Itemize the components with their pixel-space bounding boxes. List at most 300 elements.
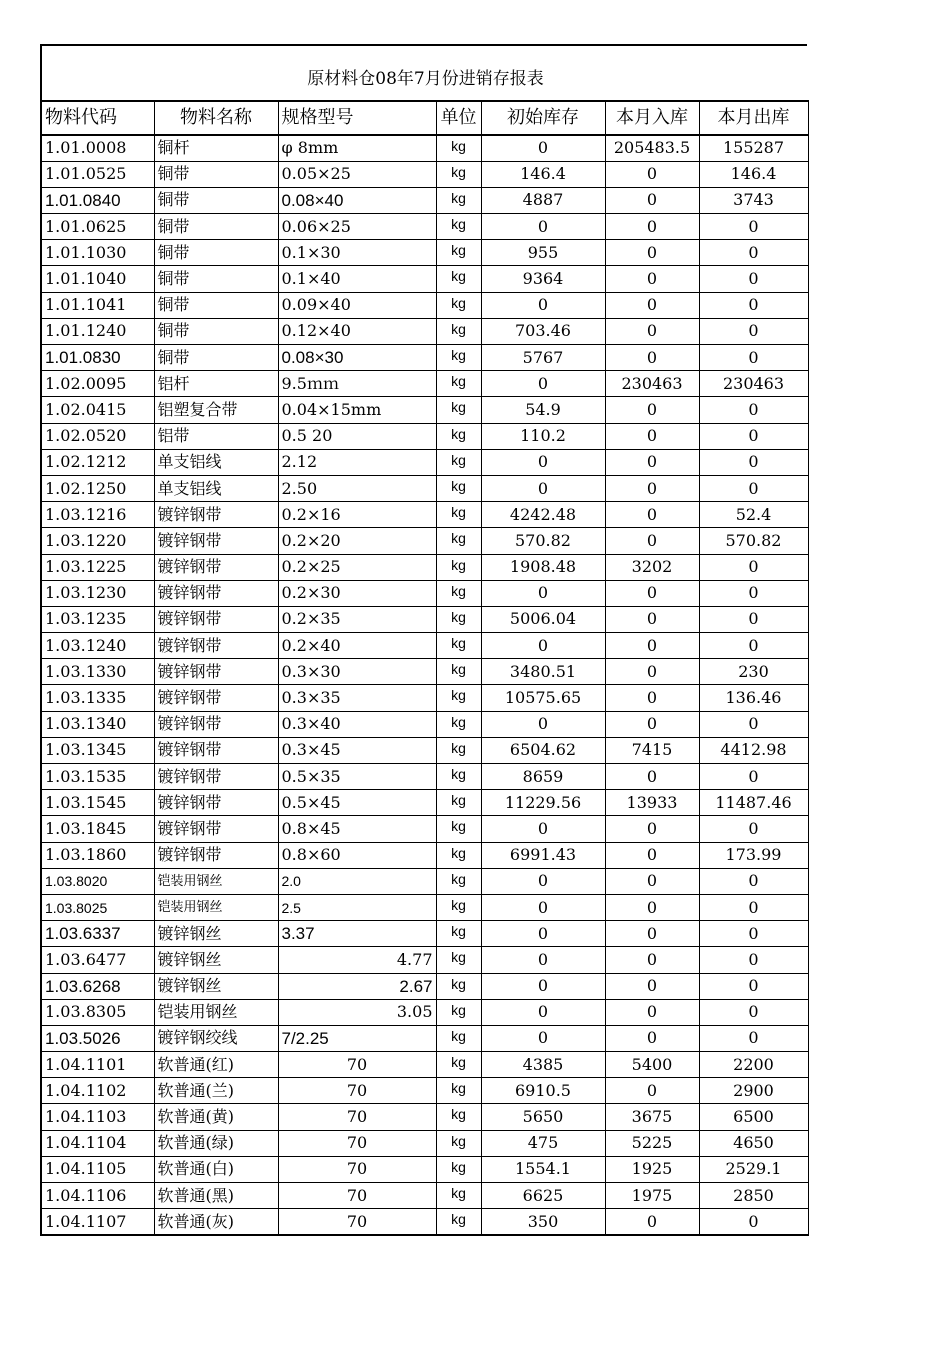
- cell-initial-stock: 11229.56: [481, 790, 605, 816]
- cell-month-out: 570.82: [699, 528, 808, 554]
- cell-unit: kg: [436, 685, 481, 711]
- cell-initial-stock: 0: [481, 371, 605, 397]
- cell-code: 1.02.0520: [41, 423, 154, 449]
- cell-initial-stock: 0: [481, 214, 605, 240]
- cell-initial-stock: 0: [481, 711, 605, 737]
- table-row: [41, 711, 808, 737]
- cell-unit: kg: [436, 1104, 481, 1130]
- cell-name: 软普通(白): [154, 1156, 278, 1182]
- cell-code: 1.01.0840: [41, 187, 154, 213]
- cell-month-in: 0: [605, 921, 699, 947]
- cell-name: 镀锌钢丝: [154, 921, 278, 947]
- cell-month-in: 0: [605, 764, 699, 790]
- cell-name: 镀锌钢带: [154, 580, 278, 606]
- cell-name: 单支铝线: [154, 449, 278, 475]
- header-code: 物料代码: [41, 101, 154, 135]
- table-row: [41, 423, 808, 449]
- cell-month-out: 0: [699, 973, 808, 999]
- cell-month-out: 0: [699, 580, 808, 606]
- cell-name: 铝杆: [154, 371, 278, 397]
- cell-code: 1.03.1335: [41, 685, 154, 711]
- table-row: [41, 737, 808, 763]
- cell-unit: kg: [436, 790, 481, 816]
- cell-initial-stock: 6991.43: [481, 842, 605, 868]
- table-row: [41, 1130, 808, 1156]
- cell-code: 1.03.5026: [41, 1025, 154, 1051]
- cell-code: 1.01.0830: [41, 345, 154, 371]
- cell-code: 1.01.1240: [41, 318, 154, 344]
- cell-name: 铜带: [154, 292, 278, 318]
- cell-spec: 0.2×25: [278, 554, 436, 580]
- cell-initial-stock: 0: [481, 868, 605, 894]
- cell-code: 1.03.1340: [41, 711, 154, 737]
- cell-month-out: 230463: [699, 371, 808, 397]
- cell-initial-stock: 9364: [481, 266, 605, 292]
- table-row: [41, 973, 808, 999]
- table-row: [41, 606, 808, 632]
- cell-unit: kg: [436, 1052, 481, 1078]
- cell-initial-stock: 4887: [481, 187, 605, 213]
- cell-month-in: 0: [605, 528, 699, 554]
- cell-month-out: 3743: [699, 187, 808, 213]
- title-row: [40, 44, 807, 100]
- cell-initial-stock: 955: [481, 240, 605, 266]
- cell-initial-stock: 1554.1: [481, 1156, 605, 1182]
- cell-initial-stock: 703.46: [481, 318, 605, 344]
- cell-unit: kg: [436, 554, 481, 580]
- cell-month-out: 0: [699, 475, 808, 501]
- cell-unit: kg: [436, 921, 481, 947]
- cell-name: 铜带: [154, 240, 278, 266]
- cell-unit: kg: [436, 1156, 481, 1182]
- table-row: [41, 1104, 808, 1130]
- cell-initial-stock: 54.9: [481, 397, 605, 423]
- table-row: [41, 397, 808, 423]
- cell-month-out: 0: [699, 606, 808, 632]
- cell-initial-stock: 0: [481, 816, 605, 842]
- table-row: [41, 1025, 808, 1051]
- cell-month-in: 0: [605, 868, 699, 894]
- cell-month-out: 0: [699, 868, 808, 894]
- header-out: 本月出库: [699, 101, 808, 135]
- cell-code: 1.03.1330: [41, 659, 154, 685]
- header-name: 物料名称: [154, 101, 278, 135]
- cell-unit: kg: [436, 345, 481, 371]
- table-row: [41, 1183, 808, 1209]
- cell-unit: kg: [436, 502, 481, 528]
- cell-name: 铝塑复合带: [154, 397, 278, 423]
- cell-month-out: 0: [699, 240, 808, 266]
- table-row: [41, 816, 808, 842]
- cell-initial-stock: 5767: [481, 345, 605, 371]
- table-row: [41, 868, 808, 894]
- cell-month-in: 0: [605, 475, 699, 501]
- cell-unit: kg: [436, 1209, 481, 1235]
- cell-month-out: 0: [699, 921, 808, 947]
- cell-spec: 0.3×45: [278, 737, 436, 763]
- cell-name: 镀锌钢丝: [154, 973, 278, 999]
- cell-code: 1.02.0095: [41, 371, 154, 397]
- cell-unit: kg: [436, 737, 481, 763]
- cell-month-out: 0: [699, 633, 808, 659]
- cell-code: 1.01.0525: [41, 161, 154, 187]
- cell-name: 镀锌钢带: [154, 554, 278, 580]
- cell-spec: 2.0: [278, 868, 436, 894]
- cell-month-out: 0: [699, 999, 808, 1025]
- cell-spec: 0.2×20: [278, 528, 436, 554]
- cell-unit: kg: [436, 973, 481, 999]
- cell-spec: 0.1×40: [278, 266, 436, 292]
- cell-spec: 0.8×60: [278, 842, 436, 868]
- cell-month-out: 4650: [699, 1130, 808, 1156]
- cell-name: 铜带: [154, 187, 278, 213]
- cell-month-in: 0: [605, 423, 699, 449]
- cell-unit: kg: [436, 475, 481, 501]
- cell-code: 1.04.1101: [41, 1052, 154, 1078]
- cell-spec: 0.5×45: [278, 790, 436, 816]
- cell-month-out: 2900: [699, 1078, 808, 1104]
- cell-month-in: 0: [605, 502, 699, 528]
- cell-month-in: 7415: [605, 737, 699, 763]
- cell-spec: 70: [278, 1078, 436, 1104]
- cell-name: 软普通(灰): [154, 1209, 278, 1235]
- cell-initial-stock: 110.2: [481, 423, 605, 449]
- cell-name: 镀锌钢带: [154, 842, 278, 868]
- cell-name: 铠装用钢丝: [154, 868, 278, 894]
- cell-code: 1.03.1240: [41, 633, 154, 659]
- cell-month-in: 0: [605, 1078, 699, 1104]
- cell-initial-stock: 5006.04: [481, 606, 605, 632]
- cell-month-in: 0: [605, 685, 699, 711]
- cell-name: 铠装用钢丝: [154, 894, 278, 920]
- header-spec: 规格型号: [278, 101, 436, 135]
- cell-name: 软普通(兰): [154, 1078, 278, 1104]
- cell-month-out: 0: [699, 318, 808, 344]
- cell-code: 1.04.1103: [41, 1104, 154, 1130]
- cell-spec: 0.05×25: [278, 161, 436, 187]
- cell-spec: 70: [278, 1156, 436, 1182]
- cell-code: 1.01.0625: [41, 214, 154, 240]
- table-row: [41, 240, 808, 266]
- cell-unit: kg: [436, 318, 481, 344]
- table-row: [41, 371, 808, 397]
- cell-month-in: 205483.5: [605, 135, 699, 161]
- cell-initial-stock: 570.82: [481, 528, 605, 554]
- cell-code: 1.03.1860: [41, 842, 154, 868]
- cell-spec: 0.1×30: [278, 240, 436, 266]
- table-row: [41, 528, 808, 554]
- cell-month-in: 0: [605, 1025, 699, 1051]
- cell-month-out: 0: [699, 554, 808, 580]
- cell-code: 1.01.1040: [41, 266, 154, 292]
- cell-unit: kg: [436, 292, 481, 318]
- cell-unit: kg: [436, 1025, 481, 1051]
- cell-initial-stock: 0: [481, 921, 605, 947]
- cell-month-out: 173.99: [699, 842, 808, 868]
- cell-name: 镀锌钢带: [154, 816, 278, 842]
- cell-spec: φ 8mm: [278, 135, 436, 161]
- cell-month-out: 0: [699, 397, 808, 423]
- cell-unit: kg: [436, 816, 481, 842]
- cell-unit: kg: [436, 266, 481, 292]
- cell-name: 铜带: [154, 345, 278, 371]
- cell-month-out: 2200: [699, 1052, 808, 1078]
- cell-name: 镀锌钢绞线: [154, 1025, 278, 1051]
- cell-spec: 0.08×40: [278, 187, 436, 213]
- cell-month-in: 0: [605, 345, 699, 371]
- cell-code: 1.03.1535: [41, 764, 154, 790]
- table-row: [41, 999, 808, 1025]
- cell-spec: 4.77: [278, 947, 436, 973]
- cell-unit: kg: [436, 842, 481, 868]
- cell-month-in: 0: [605, 606, 699, 632]
- cell-month-out: 0: [699, 292, 808, 318]
- cell-unit: kg: [436, 161, 481, 187]
- cell-name: 镀锌钢带: [154, 502, 278, 528]
- cell-unit: kg: [436, 528, 481, 554]
- cell-code: 1.03.8025: [41, 894, 154, 920]
- cell-code: 1.04.1106: [41, 1183, 154, 1209]
- cell-month-in: 0: [605, 318, 699, 344]
- report-sheet: [40, 44, 807, 1236]
- cell-code: 1.03.8305: [41, 999, 154, 1025]
- cell-code: 1.03.1220: [41, 528, 154, 554]
- cell-month-in: 0: [605, 659, 699, 685]
- table-row: [41, 947, 808, 973]
- table-row: [41, 1209, 808, 1235]
- cell-month-in: 0: [605, 947, 699, 973]
- cell-month-in: 1925: [605, 1156, 699, 1182]
- cell-initial-stock: 475: [481, 1130, 605, 1156]
- cell-month-out: 2529.1: [699, 1156, 808, 1182]
- cell-name: 镀锌钢带: [154, 790, 278, 816]
- cell-initial-stock: 0: [481, 580, 605, 606]
- table-row: [41, 764, 808, 790]
- cell-month-in: 0: [605, 816, 699, 842]
- cell-spec: 0.3×30: [278, 659, 436, 685]
- table-row: [41, 842, 808, 868]
- cell-month-in: 0: [605, 711, 699, 737]
- table-row: [41, 502, 808, 528]
- cell-month-in: 5225: [605, 1130, 699, 1156]
- cell-initial-stock: 0: [481, 292, 605, 318]
- table-row: [41, 318, 808, 344]
- cell-month-in: 230463: [605, 371, 699, 397]
- cell-month-in: 0: [605, 973, 699, 999]
- cell-unit: kg: [436, 868, 481, 894]
- cell-month-in: 0: [605, 240, 699, 266]
- cell-month-in: 0: [605, 187, 699, 213]
- cell-month-in: 0: [605, 580, 699, 606]
- cell-month-out: 0: [699, 816, 808, 842]
- table-row: [41, 1156, 808, 1182]
- cell-spec: 2.5: [278, 894, 436, 920]
- cell-name: 铜带: [154, 266, 278, 292]
- cell-spec: 0.04×15mm: [278, 397, 436, 423]
- cell-month-out: 136.46: [699, 685, 808, 711]
- cell-initial-stock: 10575.65: [481, 685, 605, 711]
- header-row: [41, 101, 808, 135]
- table-row: [41, 1078, 808, 1104]
- cell-initial-stock: 6625: [481, 1183, 605, 1209]
- cell-month-out: 0: [699, 1209, 808, 1235]
- cell-initial-stock: 4242.48: [481, 502, 605, 528]
- cell-spec: 0.08×30: [278, 345, 436, 371]
- cell-month-out: 0: [699, 894, 808, 920]
- cell-spec: 3.37: [278, 921, 436, 947]
- cell-name: 软普通(黑): [154, 1183, 278, 1209]
- inventory-table: [40, 100, 809, 1236]
- cell-initial-stock: 4385: [481, 1052, 605, 1078]
- cell-name: 软普通(红): [154, 1052, 278, 1078]
- cell-name: 铝带: [154, 423, 278, 449]
- cell-name: 铜杆: [154, 135, 278, 161]
- cell-code: 1.02.1250: [41, 475, 154, 501]
- report-title: 原材料仓08年7月份进销存报表: [307, 69, 544, 89]
- cell-spec: 0.5 20: [278, 423, 436, 449]
- cell-spec: 70: [278, 1104, 436, 1130]
- table-row: [41, 449, 808, 475]
- cell-code: 1.03.8020: [41, 868, 154, 894]
- cell-unit: kg: [436, 371, 481, 397]
- cell-month-out: 2850: [699, 1183, 808, 1209]
- cell-unit: kg: [436, 240, 481, 266]
- cell-code: 1.02.1212: [41, 449, 154, 475]
- cell-unit: kg: [436, 1183, 481, 1209]
- cell-code: 1.03.1845: [41, 816, 154, 842]
- cell-spec: 2.12: [278, 449, 436, 475]
- table-row: [41, 1052, 808, 1078]
- cell-month-out: 11487.46: [699, 790, 808, 816]
- cell-month-out: 0: [699, 214, 808, 240]
- cell-code: 1.03.1235: [41, 606, 154, 632]
- cell-unit: kg: [436, 999, 481, 1025]
- cell-initial-stock: 3480.51: [481, 659, 605, 685]
- cell-initial-stock: 6504.62: [481, 737, 605, 763]
- cell-name: 镀锌钢带: [154, 685, 278, 711]
- cell-unit: kg: [436, 187, 481, 213]
- cell-spec: 0.2×40: [278, 633, 436, 659]
- cell-unit: kg: [436, 947, 481, 973]
- cell-month-in: 0: [605, 633, 699, 659]
- table-row: [41, 554, 808, 580]
- cell-name: 镀锌钢带: [154, 764, 278, 790]
- cell-month-in: 0: [605, 214, 699, 240]
- cell-initial-stock: 350: [481, 1209, 605, 1235]
- table-row: [41, 685, 808, 711]
- cell-spec: 0.3×40: [278, 711, 436, 737]
- cell-code: 1.03.6337: [41, 921, 154, 947]
- cell-code: 1.04.1105: [41, 1156, 154, 1182]
- cell-month-out: 4412.98: [699, 737, 808, 763]
- cell-name: 镀锌钢带: [154, 633, 278, 659]
- cell-month-out: 0: [699, 947, 808, 973]
- cell-name: 软普通(绿): [154, 1130, 278, 1156]
- cell-initial-stock: 0: [481, 449, 605, 475]
- cell-code: 1.03.6477: [41, 947, 154, 973]
- cell-initial-stock: 0: [481, 894, 605, 920]
- cell-month-in: 3675: [605, 1104, 699, 1130]
- cell-month-in: 3202: [605, 554, 699, 580]
- cell-initial-stock: 0: [481, 135, 605, 161]
- cell-month-out: 0: [699, 345, 808, 371]
- cell-spec: 0.2×30: [278, 580, 436, 606]
- table-row: [41, 345, 808, 371]
- cell-initial-stock: 0: [481, 1025, 605, 1051]
- cell-unit: kg: [436, 606, 481, 632]
- cell-code: 1.03.1545: [41, 790, 154, 816]
- header-in: 本月入库: [605, 101, 699, 135]
- cell-month-out: 146.4: [699, 161, 808, 187]
- table-row: [41, 292, 808, 318]
- table-row: [41, 580, 808, 606]
- cell-code: 1.04.1107: [41, 1209, 154, 1235]
- cell-month-in: 0: [605, 1209, 699, 1235]
- cell-month-out: 0: [699, 711, 808, 737]
- cell-month-in: 0: [605, 292, 699, 318]
- cell-code: 1.01.1030: [41, 240, 154, 266]
- cell-code: 1.03.1230: [41, 580, 154, 606]
- cell-spec: 3.05: [278, 999, 436, 1025]
- cell-month-in: 13933: [605, 790, 699, 816]
- table-row: [41, 135, 808, 161]
- table-row: [41, 659, 808, 685]
- cell-spec: 0.3×35: [278, 685, 436, 711]
- cell-spec: 70: [278, 1183, 436, 1209]
- cell-month-out: 155287: [699, 135, 808, 161]
- cell-name: 单支铝线: [154, 475, 278, 501]
- cell-month-out: 0: [699, 423, 808, 449]
- cell-month-in: 0: [605, 266, 699, 292]
- cell-month-out: 0: [699, 764, 808, 790]
- cell-unit: kg: [436, 711, 481, 737]
- cell-month-out: 0: [699, 266, 808, 292]
- cell-month-in: 0: [605, 397, 699, 423]
- cell-initial-stock: 8659: [481, 764, 605, 790]
- cell-month-in: 0: [605, 161, 699, 187]
- cell-code: 1.01.0008: [41, 135, 154, 161]
- cell-month-out: 230: [699, 659, 808, 685]
- cell-month-in: 1975: [605, 1183, 699, 1209]
- header-unit: 单位: [436, 101, 481, 135]
- cell-month-out: 0: [699, 449, 808, 475]
- cell-initial-stock: 6910.5: [481, 1078, 605, 1104]
- cell-spec: 7/2.25: [278, 1025, 436, 1051]
- cell-spec: 0.06×25: [278, 214, 436, 240]
- cell-code: 1.01.1041: [41, 292, 154, 318]
- cell-code: 1.02.0415: [41, 397, 154, 423]
- cell-name: 铜带: [154, 214, 278, 240]
- cell-code: 1.03.1225: [41, 554, 154, 580]
- cell-code: 1.04.1102: [41, 1078, 154, 1104]
- cell-month-in: 0: [605, 999, 699, 1025]
- cell-spec: 2.50: [278, 475, 436, 501]
- cell-month-in: 0: [605, 449, 699, 475]
- cell-initial-stock: 146.4: [481, 161, 605, 187]
- cell-code: 1.03.1345: [41, 737, 154, 763]
- cell-month-in: 0: [605, 842, 699, 868]
- cell-name: 镀锌钢丝: [154, 947, 278, 973]
- cell-spec: 70: [278, 1209, 436, 1235]
- cell-name: 镀锌钢带: [154, 659, 278, 685]
- header-init: 初始库存: [481, 101, 605, 135]
- cell-month-in: 0: [605, 894, 699, 920]
- cell-unit: kg: [436, 423, 481, 449]
- cell-name: 软普通(黄): [154, 1104, 278, 1130]
- cell-month-out: 0: [699, 1025, 808, 1051]
- cell-initial-stock: 0: [481, 475, 605, 501]
- cell-name: 镀锌钢带: [154, 606, 278, 632]
